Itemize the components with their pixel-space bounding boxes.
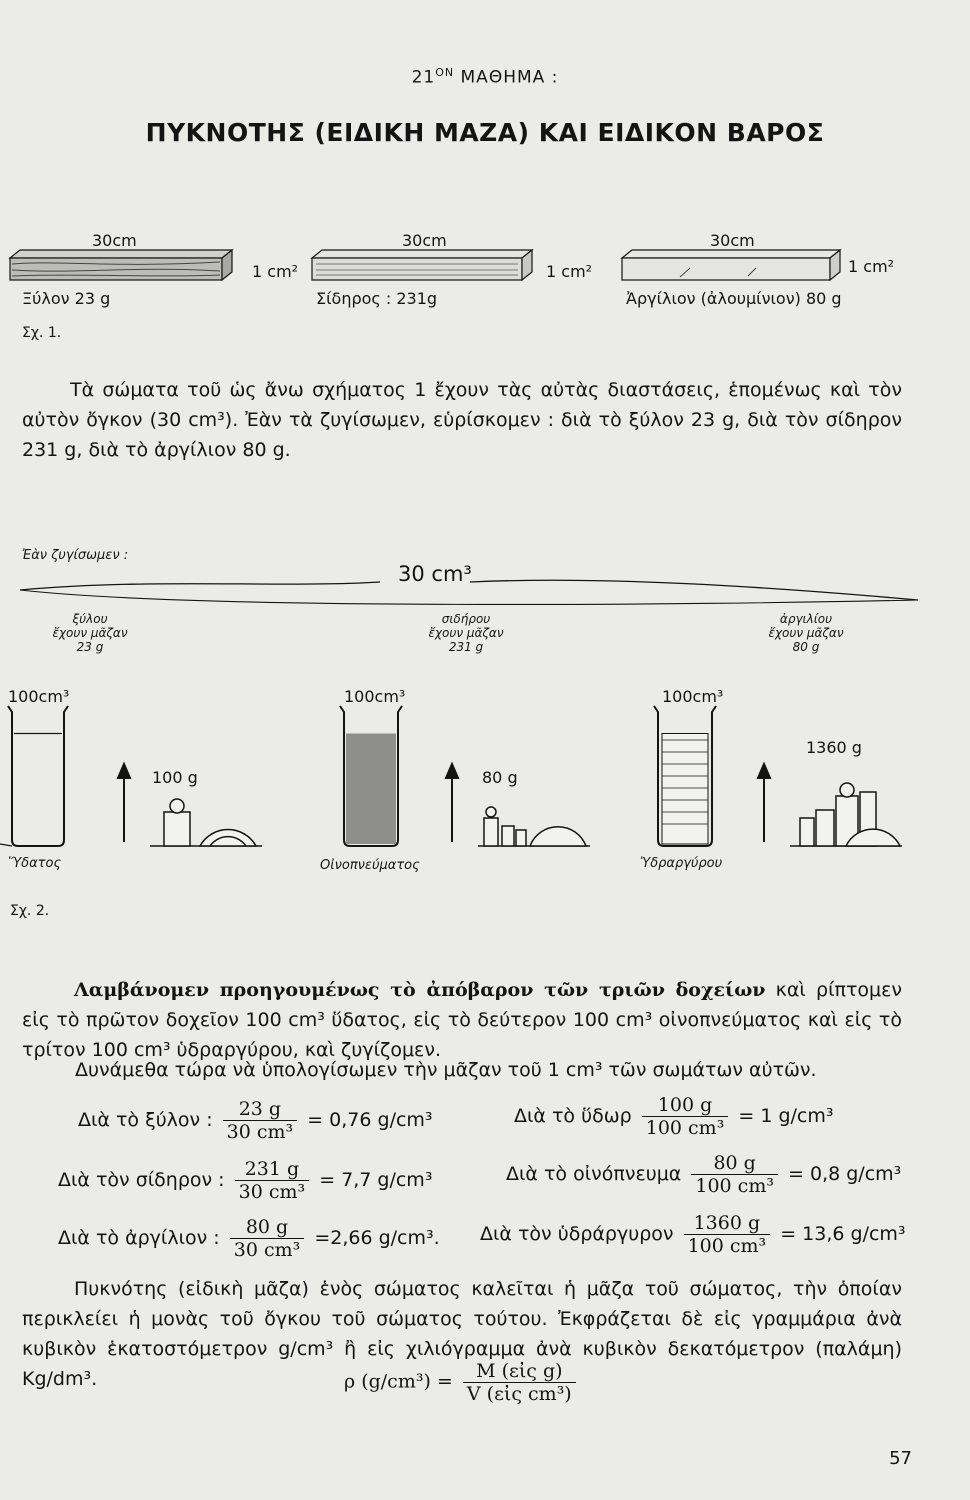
paragraph-2-rest: καὶ ρίπτομεν εἰς τὸ πρῶτον δοχεῖον 100 cm³ ὕδατος, εἰς τὸ δεύτερον 100 cm³ οἰνοπνεύματος καὶ εἰς τὸ τρίτον 100 cm³ ὑδραργύρου, καὶ ζυγίζομεν.: [22, 979, 902, 1061]
calc-result: =2,66 g/cm³.: [314, 1227, 440, 1249]
fraction: $\frac{80 g}{\text{30 cm³}}$: [230, 1216, 305, 1261]
calc-result: = 7,7 g/cm³: [319, 1169, 433, 1191]
calc-aluminium: [58, 1216, 440, 1261]
iron-bar-icon: [312, 250, 532, 280]
lesson-heading: [0, 66, 970, 88]
weights-icon: [150, 799, 262, 846]
weight-3-label: 1360 g: [806, 738, 862, 757]
fraction: $\frac{100 g}{\text{100 cm³}}$: [642, 1094, 729, 1139]
weight-2-label: 80 g: [482, 768, 518, 787]
wood-section: 1 cm²: [252, 262, 299, 281]
beaker-water-icon: [0, 706, 68, 846]
wood-label: Ξύλον 23 g: [22, 289, 111, 308]
weights-icon: [478, 807, 590, 846]
beaker-mercury-icon: [654, 706, 716, 846]
lesson-word: ΜΑΘΗΜΑ :: [460, 67, 559, 88]
weigh-label: Ἐὰν ζυγίσωμεν :: [22, 548, 129, 563]
page-title: ΠΥΚΝΟΤΗΣ (ΕΙΔΙΚΗ ΜΑΖΑ) ΚΑΙ ΕΙΔΙΚΟΝ ΒΑΡΟΣ: [145, 118, 825, 147]
alu-section: 1 cm²: [848, 257, 895, 276]
calc-label: Διὰ τὸ ἀργίλιον :: [58, 1227, 220, 1249]
calc-iron: [58, 1158, 432, 1203]
weight-1-label: 100 g: [152, 768, 198, 787]
iron-length: 30cm: [402, 231, 447, 250]
iron-section: 1 cm²: [546, 262, 593, 281]
calc-mercury: [480, 1212, 906, 1257]
figure-2-caption: Σχ. 2.: [10, 903, 50, 919]
calc-label: Διὰ τὸ ξύλον :: [78, 1109, 213, 1131]
wood-mass-text: ξύλου ἔχουν μᾶζαν 23 g: [52, 612, 128, 654]
beaker-3-volume: 100cm³: [662, 687, 724, 706]
lesson-number: 21: [411, 67, 436, 88]
paragraph-2-bold: Λαμβάνομεν προηγουμένως τὸ ἀπόβαρον τῶν τριῶν δοχείων: [74, 979, 766, 1001]
calc-result: = 0,76 g/cm³: [307, 1109, 433, 1131]
iron-label: Σίδηρος : 231g: [316, 289, 438, 308]
beaker-1-volume: 100cm³: [8, 687, 70, 706]
fraction: $\frac{80 g}{\text{100 cm³}}$: [691, 1152, 778, 1197]
paragraph-1: Τὰ σώματα τοῦ ὡς ἄνω σχήματος 1 ἔχουν τὰς αὐτὰς διαστάσεις, ἑπομένως καὶ τὸν αὐτὸν ὄγκον (30 cm³). Ἐὰν τὰ ζυγίσωμεν, εὑρίσκομεν : διὰ τὸ ξύλον 23 g, διὰ τὸν σίδηρον 231 g, διὰ τὸ ἀργίλιον 80 g.: [22, 379, 902, 461]
fraction: $\frac{1360 g}{\text{100 cm³}}$: [684, 1212, 771, 1257]
alu-label: Ἀργίλιον (ἀλουμίνιον) 80 g: [626, 289, 842, 308]
beaker-alcohol-icon: [340, 706, 402, 846]
calc-result: = 0,8 g/cm³: [788, 1163, 902, 1185]
calc-label: Διὰ τὸν σίδηρον :: [58, 1169, 225, 1191]
lesson-number-suffix: ΟΝ: [435, 66, 455, 79]
fraction: $\frac{\text{M (εἰς g)}}{\text{V (εἰς cm³)}}$: [463, 1360, 576, 1405]
fraction: $\frac{23 g}{\text{30 cm³}}$: [223, 1098, 298, 1143]
figure-1-caption: Σχ. 1.: [22, 325, 62, 341]
volume-brace: [0, 570, 970, 610]
paragraph-2: [22, 975, 902, 1065]
volume-label: 30 cm³: [398, 562, 472, 586]
beaker-2-volume: 100cm³: [344, 687, 406, 706]
formula-lhs: ρ (g/cm³) =: [344, 1370, 453, 1393]
alu-length: 30cm: [710, 231, 755, 250]
calc-label: Διὰ τὸν ὑδράργυρον: [480, 1223, 674, 1245]
beaker-1-name: Ὕδατος: [8, 856, 62, 871]
paragraph-3-definition: Πυκνότης (εἰδικὴ μᾶζα) ἑνὸς σώματος καλεῖται ἡ μᾶζα τοῦ σώματος, τὴν ὁποίαν περικλείει ἡ μονὰς τοῦ ὄγκου τοῦ σώματος τούτου. Ἐκφράζεται δὲ εἰς γραμμάρια ἀνὰ κυβικὸν ἑκατοστόμετρον g/cm³ ἢ εἰς χιλιόγραμμα ἀνὰ κυβικὸν δεκατόμετρον (παλάμη) Kg/dm³.: [22, 1278, 902, 1390]
beaker-3-name: Ὑδραργύρου: [640, 856, 723, 871]
calc-alcohol: [506, 1152, 901, 1197]
wood-length: 30cm: [92, 231, 137, 250]
wood-bar-icon: [10, 250, 232, 280]
calc-label: Διὰ τὸ ὕδωρ: [514, 1105, 632, 1127]
calc-label: Διὰ τὸ οἰνόπνευμα: [506, 1163, 682, 1185]
page-number: 57: [889, 1448, 912, 1469]
calc-wood: [78, 1098, 433, 1143]
calc-result: = 13,6 g/cm³: [780, 1223, 906, 1245]
alu-mass-text: ἀργιλίου ἔχουν μᾶζαν 80 g: [768, 612, 844, 654]
aluminium-bar-icon: [622, 250, 840, 280]
weights-icon: [790, 783, 902, 846]
calc-result: = 1 g/cm³: [738, 1105, 834, 1127]
beaker-2-name: Οἰνοπνεύματος: [320, 858, 420, 873]
calc-water: [514, 1094, 834, 1139]
fraction: $\frac{231 g}{\text{30 cm³}}$: [235, 1158, 310, 1203]
density-formula: [344, 1360, 580, 1405]
iron-mass-text: σιδήρου ἔχουν μᾶζαν 231 g: [428, 612, 504, 654]
paragraph-2-line2: Δυνάμεθα τώρα νὰ ὑπολογίσωμεν τὴν μᾶζαν τοῦ 1 cm³ τῶν σωμάτων αὐτῶν.: [75, 1059, 817, 1081]
